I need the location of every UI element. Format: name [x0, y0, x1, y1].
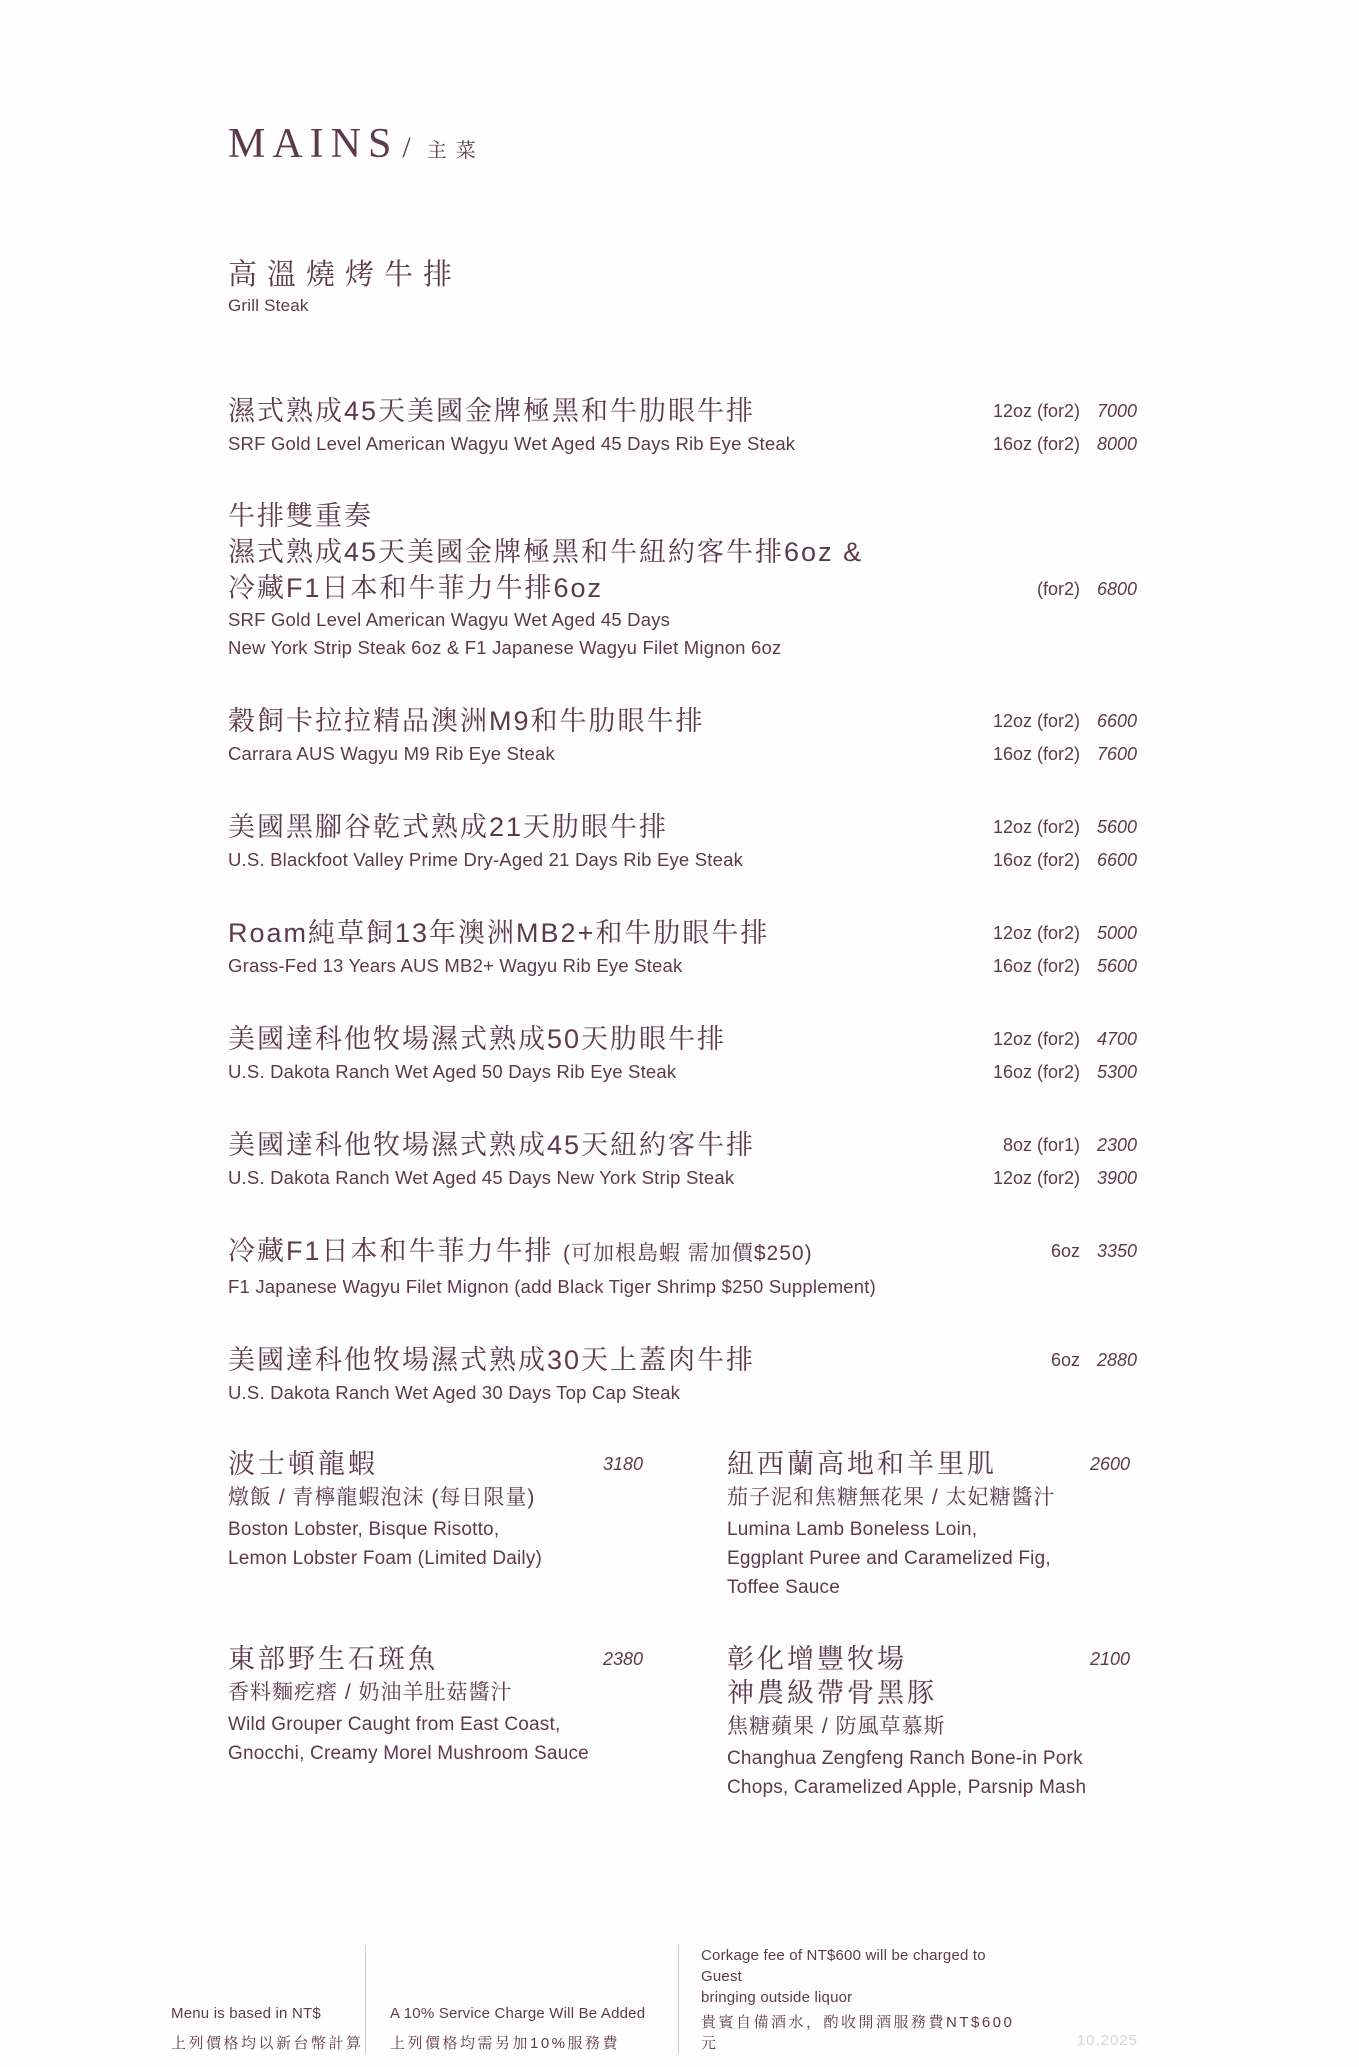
footer-note-currency — [171, 1945, 366, 2054]
price-value: 8000 — [1096, 434, 1137, 454]
item-name-zh: 濕式熟成45天美國金牌極黑和牛紐約客牛排6oz & — [228, 537, 864, 567]
price-value: 2880 — [1096, 1350, 1137, 1370]
item-prices — [897, 1126, 1137, 1192]
item-name-zh: 美國黑腳谷乾式熟成21天肋眼牛排 — [228, 812, 669, 842]
price-size: 12oz (for2) — [992, 401, 1080, 421]
footer-note-zh: 貴賓自備酒水，酌收開酒服務費NT$600元 — [701, 2014, 1015, 2052]
item-name-en: Toffee Sauce — [727, 1577, 840, 1598]
item-name-zh: 波士頓龍蝦 — [228, 1449, 378, 1479]
item-prices — [897, 914, 1137, 980]
price-size: 16oz (for2) — [992, 744, 1080, 764]
item-name-zh: 彰化增豐牧場 — [727, 1644, 907, 1674]
item-name-en: U.S. Blackfoot Valley Prime Dry-Aged 21 Days Rib Eye Steak — [228, 849, 744, 870]
item-name-en: Chops, Caramelized Apple, Parsnip Mash — [727, 1777, 1087, 1798]
price-size: 12oz (for2) — [992, 817, 1080, 837]
price-size: 8oz (for1) — [1002, 1135, 1080, 1155]
footer-note-en: A 10% Service Charge Will Be Added — [390, 2005, 646, 2022]
item-name-zh: 神農級帶骨黑豚 — [727, 1678, 937, 1708]
price-value: 6800 — [1096, 579, 1137, 599]
item-name-en: Boston Lobster, Bisque Risotto, — [228, 1519, 500, 1540]
item-prices — [897, 1341, 1137, 1407]
price-value: 3900 — [1096, 1168, 1137, 1188]
item-name-zh: 紐西蘭高地和羊里肌 — [727, 1449, 997, 1479]
footer-note-en: Menu is based in NT$ — [171, 2005, 321, 2022]
price-value: 2380 — [602, 1649, 643, 1669]
featured-item-grid — [228, 1447, 1137, 1802]
price-size: 6oz — [1050, 1241, 1080, 1261]
menu-item — [228, 1020, 1137, 1086]
item-name-en: U.S. Dakota Ranch Wet Aged 30 Days Top Cap Steak — [228, 1382, 681, 1403]
item-description-zh: 茄子泥和焦糖無花果 / 太妃糖醬汁 — [727, 1486, 1056, 1509]
menu-item — [727, 1642, 1130, 1802]
price-value: 3350 — [1096, 1241, 1137, 1261]
menu-item — [228, 1126, 1137, 1192]
footer-note-corkage — [679, 1945, 1024, 2054]
item-description-zh: 香料麵疙瘩 / 奶油羊肚菇醬汁 — [228, 1681, 513, 1704]
item-name-zh: 美國達科他牧場濕式熟成30天上蓋肉牛排 — [228, 1345, 756, 1375]
item-name-en: Lumina Lamb Boneless Loin, — [727, 1519, 978, 1540]
price-value: 5600 — [1096, 817, 1137, 837]
item-note-zh: (可加根島蝦 需加價$250) — [563, 1242, 813, 1265]
item-name-en: F1 Japanese Wagyu Filet Mignon (add Black Tiger Shrimp $250 Supplement) — [228, 1276, 876, 1297]
item-name-en: SRF Gold Level American Wagyu Wet Aged 45 Days — [228, 609, 671, 630]
footer-note-en: Corkage fee of NT$600 will be charged to Guest — [701, 1947, 986, 1985]
item-name-en: Carrara AUS Wagyu M9 Rib Eye Steak — [228, 743, 555, 764]
menu-item — [228, 1341, 1137, 1407]
price-value: 2300 — [1096, 1135, 1137, 1155]
menu-page — [228, 0, 1137, 1802]
item-name-zh: 牛排雙重奏 — [228, 501, 373, 531]
menu-item-list — [228, 392, 1137, 1407]
menu-item — [228, 1642, 643, 1802]
price-value: 6600 — [1096, 711, 1137, 731]
section-heading — [228, 256, 1137, 318]
menu-item — [727, 1447, 1130, 1602]
price-value: 4700 — [1096, 1029, 1137, 1049]
page-title-zh: 主菜 — [426, 140, 485, 162]
menu-item — [228, 498, 1137, 662]
item-name-zh: 冷藏F1日本和牛菲力牛排6oz — [228, 573, 604, 603]
item-name-zh: 濕式熟成45天美國金牌極黑和牛肋眼牛排 — [228, 396, 756, 426]
item-name-en: Grass-Fed 13 Years AUS MB2+ Wagyu Rib Eye Steak — [228, 955, 683, 976]
price-value: 5000 — [1096, 923, 1137, 943]
price-value: 3180 — [602, 1454, 643, 1474]
menu-item — [228, 808, 1137, 874]
item-prices — [897, 808, 1137, 874]
item-description-zh: 燉飯 / 青檸龍蝦泡沫 (每日限量) — [228, 1486, 536, 1509]
item-prices — [897, 392, 1137, 458]
menu-item — [228, 1232, 1137, 1301]
footer-note-service-charge — [366, 1945, 679, 2054]
footer-note-en: bringing outside liquor — [701, 1989, 853, 2006]
item-prices — [897, 702, 1137, 768]
item-name-zh: 穀飼卡拉拉精品澳洲M9和牛肋眼牛排 — [228, 706, 705, 736]
price-size: 16oz (for2) — [992, 956, 1080, 976]
price-size: (for2) — [1036, 579, 1080, 599]
price-size: 16oz (for2) — [992, 1062, 1080, 1082]
menu-item — [228, 1447, 643, 1602]
item-description-zh: 焦糖蘋果 / 防風草慕斯 — [727, 1715, 946, 1738]
menu-item — [228, 914, 1137, 980]
price-size: 12oz (for2) — [992, 1029, 1080, 1049]
item-name-en: Gnocchi, Creamy Morel Mushroom Sauce — [228, 1743, 589, 1764]
footer-note-zh: 上列價格均以新台幣計算 — [171, 2035, 364, 2052]
item-name-en: U.S. Dakota Ranch Wet Aged 50 Days Rib Eye Steak — [228, 1061, 677, 1082]
price-value: 2100 — [1089, 1649, 1130, 1669]
item-name-zh: Roam純草飼13年澳洲MB2+和牛肋眼牛排 — [228, 918, 770, 948]
price-value: 7600 — [1096, 744, 1137, 764]
page-title — [228, 122, 1137, 166]
title-slash: / — [402, 131, 411, 164]
item-prices — [897, 1020, 1137, 1086]
menu-item — [228, 702, 1137, 768]
price-size: 6oz — [1050, 1350, 1080, 1370]
item-name-en: U.S. Dakota Ranch Wet Aged 45 Days New York Strip Steak — [228, 1167, 735, 1188]
item-name-en: Wild Grouper Caught from East Coast, — [228, 1714, 561, 1735]
date-stamp: 10.2025 — [1076, 2032, 1138, 2049]
item-name-zh: 東部野生石斑魚 — [228, 1644, 438, 1674]
item-name-zh: 冷藏F1日本和牛菲力牛排 — [228, 1236, 554, 1266]
price-size: 16oz (for2) — [992, 434, 1080, 454]
price-value: 6600 — [1096, 850, 1137, 870]
item-prices — [897, 498, 1137, 662]
menu-item — [228, 392, 1137, 458]
section-heading-zh: 高溫燒烤牛排 — [228, 259, 463, 291]
price-value: 5600 — [1096, 956, 1137, 976]
footer-note-zh: 上列價格均需另加10%服務費 — [390, 2035, 621, 2052]
price-value: 7000 — [1096, 401, 1137, 421]
item-name-zh: 美國達科他牧場濕式熟成45天紐約客牛排 — [228, 1130, 756, 1160]
item-name-en: Lemon Lobster Foam (Limited Daily) — [228, 1548, 543, 1569]
item-name-zh: 美國達科他牧場濕式熟成50天肋眼牛排 — [228, 1024, 727, 1054]
price-size: 12oz (for2) — [992, 923, 1080, 943]
price-size: 12oz (for2) — [992, 711, 1080, 731]
footer — [171, 1945, 1138, 2054]
price-value: 2600 — [1089, 1454, 1130, 1474]
item-name-en: New York Strip Steak 6oz & F1 Japanese Wagyu Filet Mignon 6oz — [228, 637, 782, 658]
price-size: 16oz (for2) — [992, 850, 1080, 870]
page-title-en: MAINS — [228, 121, 399, 167]
price-size: 12oz (for2) — [992, 1168, 1080, 1188]
item-prices — [897, 1232, 1137, 1301]
price-value: 5300 — [1096, 1062, 1137, 1082]
item-name-en: SRF Gold Level American Wagyu Wet Aged 45 Days Rib Eye Steak — [228, 433, 796, 454]
item-name-en: Changhua Zengfeng Ranch Bone-in Pork — [727, 1748, 1083, 1769]
section-heading-en: Grill Steak — [228, 296, 309, 315]
item-name-en: Eggplant Puree and Caramelized Fig, — [727, 1548, 1051, 1569]
